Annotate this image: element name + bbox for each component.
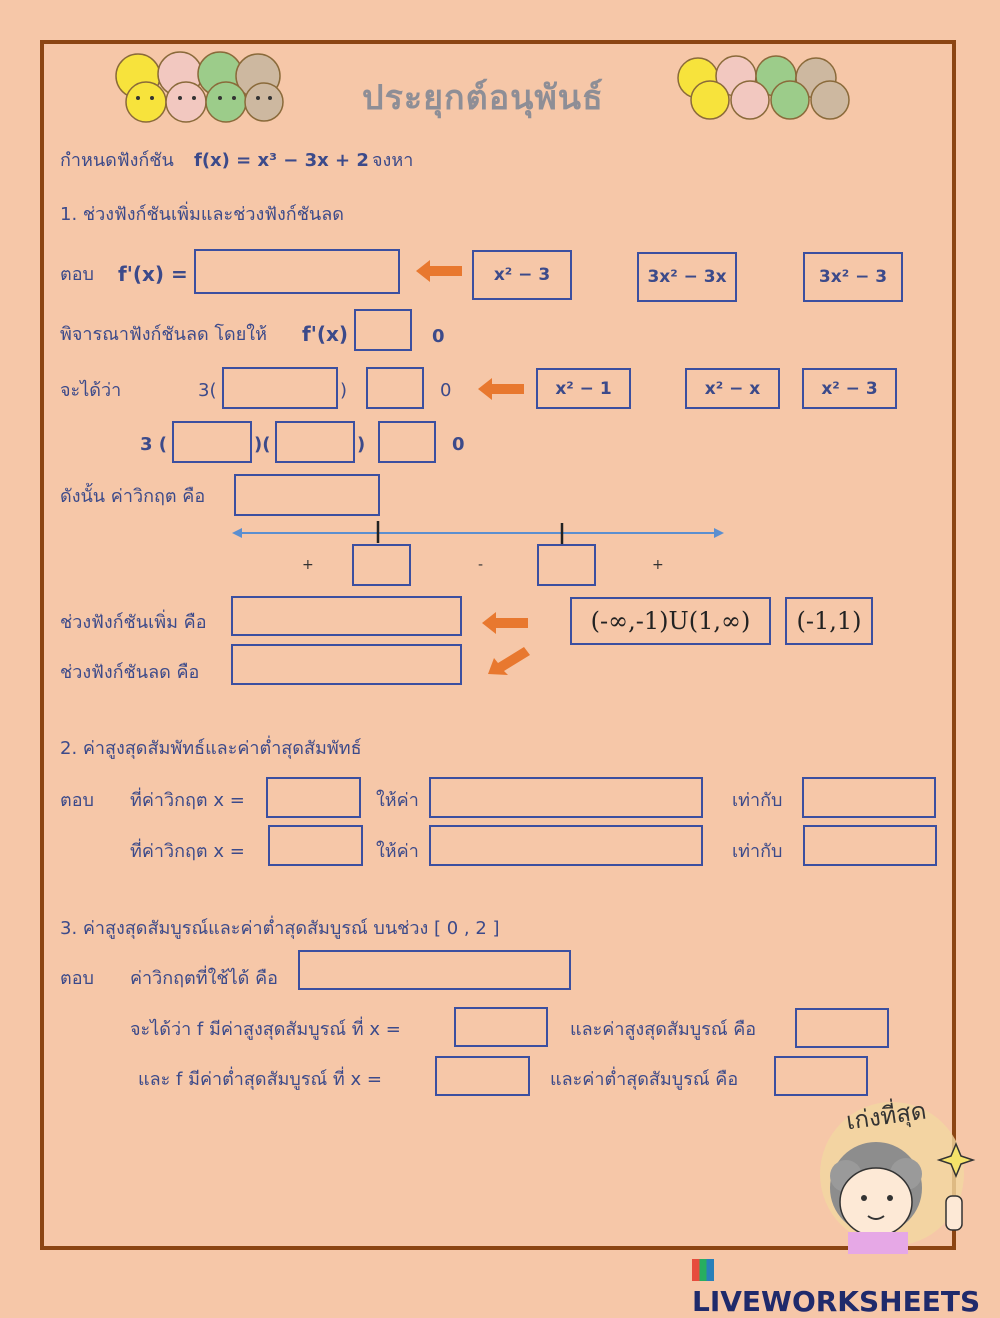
q3-heading: 3. ค่าสูงสุดสัมบูรณ์และค่าต่ำสุดสัมบูรณ์ บนช่วง [ 0 , 2 ] [60, 918, 500, 939]
logo-text: LIVEWORKSHEETS [692, 1285, 981, 1318]
q2-gives-label-2: ให้ค่า [376, 841, 419, 862]
q3-answer-label: ตอบ [60, 968, 94, 989]
fprime-label: f'(x) = [118, 262, 188, 286]
q2-answer-label: ตอบ [60, 790, 94, 811]
q2-heading: 2. ค่าสูงสุดสัมพัทธ์และค่าต่ำสุดสัมพัทธ์ [60, 738, 362, 759]
q2-critical-label-1: ที่ค่าวิกฤต x = [130, 790, 245, 811]
inequality-box-3[interactable] [378, 421, 436, 463]
q1-heading: 1. ช่วงฟังก์ชันเพิ่มและช่วงฟังก์ชันลด [60, 204, 344, 225]
q2-equals-label-1: เท่ากับ [732, 790, 783, 811]
logo-mark-icon [692, 1259, 714, 1281]
usable-critical-label: ค่าวิกฤตที่ใช้ได้ คือ [130, 968, 278, 989]
intro-prefix: กำหนดฟังก์ชัน [60, 150, 174, 171]
option-x2-minus-1[interactable]: x² − 1 [536, 368, 631, 409]
option-x2-minus-3b[interactable]: x² − 3 [802, 368, 897, 409]
consider-text: พิจารณาฟังก์ชันลด โดยให้ [60, 324, 267, 345]
inequality-box-1[interactable] [354, 309, 412, 351]
fprime-answer-box[interactable] [194, 249, 400, 294]
increase-interval-box[interactable] [231, 596, 462, 636]
factor-mid: )( [254, 434, 271, 455]
q2-gives-label-1: ให้ค่า [376, 790, 419, 811]
abs-min-at-label: และ f มีค่าต่ำสุดสัมบูรณ์ ที่ x = [138, 1069, 382, 1090]
q2-x-box-2[interactable] [268, 825, 363, 866]
abs-max-x-box[interactable] [454, 1007, 548, 1047]
critical-point-box-1[interactable] [352, 544, 411, 586]
decrease-interval-box[interactable] [231, 644, 462, 685]
q2-x-box-1[interactable] [266, 777, 361, 818]
option-3x2-minus-3x[interactable]: 3x² − 3x [637, 252, 737, 302]
factor-expression-box[interactable] [222, 367, 338, 409]
zero-1: 0 [432, 326, 445, 347]
abs-max-value-label: และค่าสูงสุดสัมบูรณ์ คือ [570, 1019, 757, 1040]
factor-box-2[interactable] [275, 421, 355, 463]
critical-point-box-2[interactable] [537, 544, 596, 586]
arrow-left-icon [416, 258, 464, 284]
intro-suffix: จงหา [372, 150, 414, 171]
abs-max-at-label: จะได้ว่า f มีค่าสูงสุดสัมบูรณ์ ที่ x = [130, 1019, 401, 1040]
chick-cluster-right-icon [670, 52, 860, 124]
abs-max-value-box[interactable] [795, 1008, 889, 1048]
liveworksheets-logo [692, 1252, 1000, 1318]
abs-min-value-box[interactable] [774, 1056, 868, 1096]
q2-type-box-1[interactable] [429, 777, 703, 818]
sign-3: + [652, 557, 664, 573]
sticker-text: เก่งที่สุด [844, 1096, 929, 1136]
three-paren-open: 3( [198, 380, 217, 401]
option-interval-increase[interactable]: (-∞,-1)U(1,∞) [570, 597, 771, 645]
option-interval-decrease[interactable]: (-1,1) [785, 597, 873, 645]
arrow-left-icon [482, 610, 530, 636]
q1-answer-label: ตอบ [60, 264, 94, 285]
arrow-down-left-icon [486, 644, 534, 678]
option-x2-minus-3[interactable]: x² − 3 [472, 250, 572, 300]
option-x2-minus-x[interactable]: x² − x [685, 368, 780, 409]
so-label: จะได้ว่า [60, 380, 122, 401]
sign-2: - [478, 557, 484, 573]
increase-label: ช่วงฟังก์ชันเพิ่ม คือ [60, 612, 207, 633]
critical-values-box[interactable] [234, 474, 380, 516]
option-3x2-minus-3[interactable]: 3x² − 3 [803, 252, 903, 302]
decrease-label: ช่วงฟังก์ชันลด คือ [60, 662, 200, 683]
arrow-left-icon [478, 376, 526, 402]
paren-close-2: ) [357, 434, 366, 455]
consider-fprime: f'(x) [302, 322, 349, 346]
inequality-box-2[interactable] [366, 367, 424, 409]
chick-cluster-left-icon [108, 46, 288, 126]
abs-min-value-label: และค่าต่ำสุดสัมบูรณ์ คือ [550, 1069, 739, 1090]
q2-critical-label-2: ที่ค่าวิกฤต x = [130, 841, 245, 862]
factor-box-1[interactable] [172, 421, 252, 463]
factor-open: 3 ( [140, 434, 168, 455]
q2-type-box-2[interactable] [429, 825, 703, 866]
q2-value-box-2[interactable] [803, 825, 937, 866]
critical-label: ดังนั้น ค่าวิกฤต คือ [60, 486, 206, 507]
sign-1: + [302, 557, 314, 573]
q2-value-box-1[interactable] [802, 777, 936, 818]
zero-3: 0 [452, 434, 465, 455]
paren-close-1: ) [340, 380, 348, 401]
worksheet-title: ประยุกต์อนุพันธ์ [362, 78, 604, 118]
intro-function: f(x) = x³ − 3x + 2 [194, 150, 369, 171]
q2-equals-label-2: เท่ากับ [732, 841, 783, 862]
abs-min-x-box[interactable] [435, 1056, 530, 1096]
number-line [232, 518, 724, 548]
usable-critical-box[interactable] [298, 950, 571, 990]
zero-2: 0 [440, 380, 452, 401]
